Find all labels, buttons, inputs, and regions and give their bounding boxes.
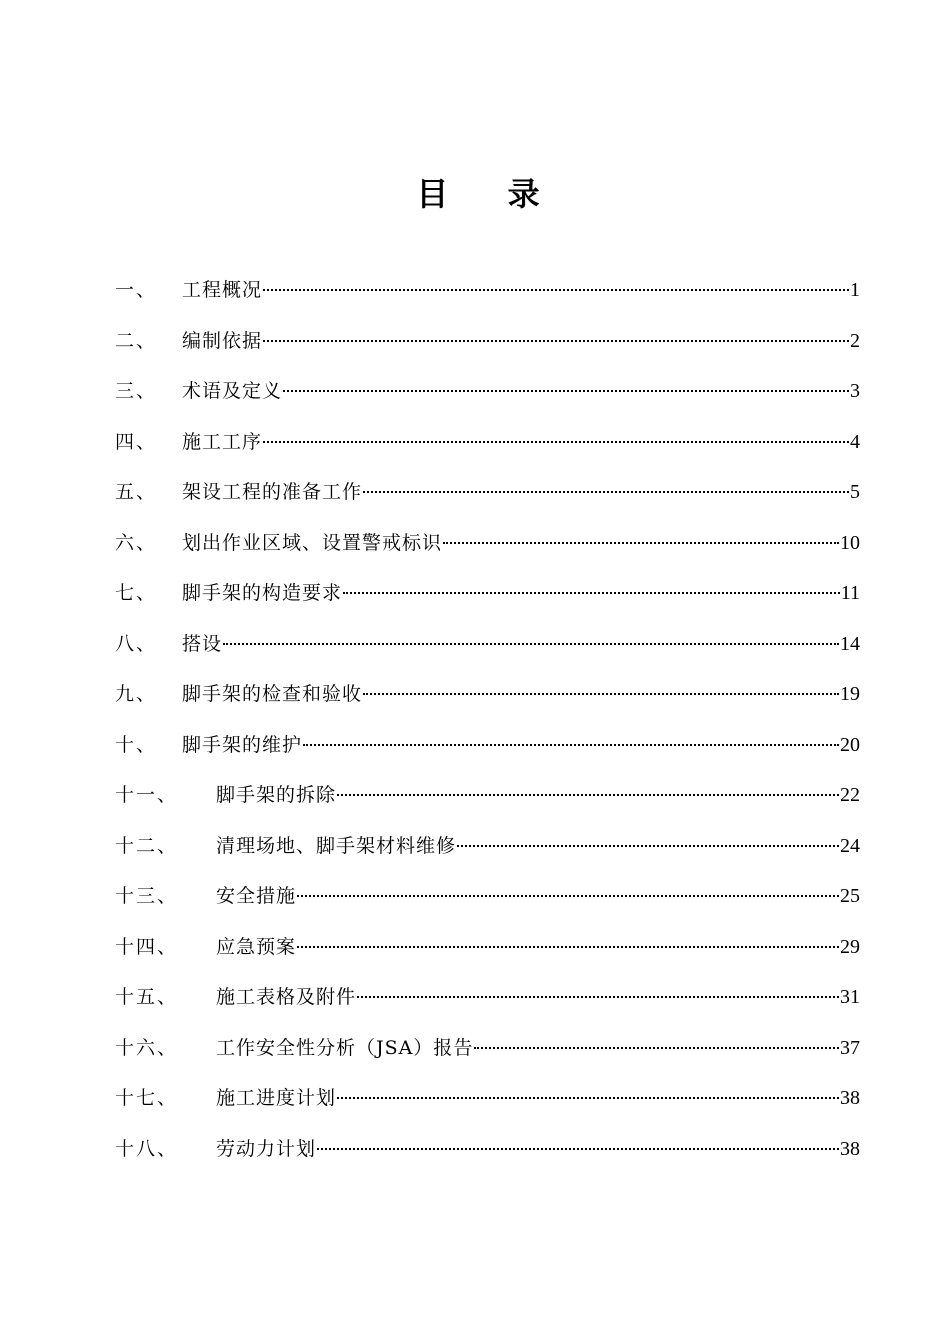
toc-entry-number: 一、 [115, 279, 158, 301]
toc-entry-number: 四、 [115, 430, 158, 453]
toc-dot-leader [363, 490, 849, 493]
toc-entry-title: 施工工序 [182, 430, 263, 453]
toc-entry[interactable] [115, 931, 860, 982]
toc-entry[interactable] [115, 426, 860, 477]
toc-entry-page: 3 [850, 380, 860, 402]
toc-entry-page: 31 [840, 986, 860, 1008]
toc-entry-title: 脚手架的拆除 [216, 784, 337, 806]
toc-entry-title: 安全措施 [216, 885, 297, 907]
toc-dot-leader [443, 541, 839, 544]
toc-entry-number: 六、 [115, 531, 158, 554]
toc-entry[interactable] [115, 325, 860, 376]
toc-entry[interactable] [115, 1133, 860, 1184]
toc-dot-leader [363, 692, 839, 695]
toc-entry-title: 搭设 [182, 632, 223, 655]
toc-entry-title: 编制依据 [182, 329, 263, 352]
toc-dot-leader [457, 844, 839, 847]
toc-entry[interactable] [115, 729, 860, 780]
toc-dot-leader [263, 288, 849, 291]
toc-entry-page: 11 [840, 582, 860, 604]
toc-entry[interactable] [115, 981, 860, 1032]
toc-entry-number: 十、 [115, 733, 158, 756]
toc-entry-page: 2 [850, 329, 860, 352]
toc-dot-leader [357, 995, 839, 998]
toc-entry-page: 19 [840, 683, 860, 705]
toc-list [115, 274, 860, 1183]
toc-dot-leader [263, 440, 849, 443]
toc-entry-title: 脚手架的维护 [182, 733, 303, 756]
toc-entry-number: 三、 [115, 380, 158, 402]
toc-entry[interactable] [115, 1082, 860, 1133]
toc-entry[interactable] [115, 527, 860, 578]
toc-entry-title: 术语及定义 [182, 380, 283, 402]
toc-entry[interactable] [115, 375, 860, 426]
toc-dot-leader [474, 1046, 839, 1049]
toc-entry-number: 十六、 [115, 1036, 179, 1059]
toc-entry-page: 29 [840, 935, 860, 958]
toc-entry[interactable] [115, 830, 860, 881]
toc-dot-leader [297, 945, 839, 948]
toc-entry-page: 25 [840, 885, 860, 907]
toc-entry-page: 38 [840, 1137, 860, 1160]
toc-entry-title: 架设工程的准备工作 [182, 481, 363, 503]
toc-dot-leader [297, 894, 839, 897]
toc-entry-number: 十三、 [115, 885, 179, 907]
toc-dot-leader [343, 591, 840, 594]
toc-entry-number: 九、 [115, 683, 158, 705]
toc-entry-page: 14 [840, 632, 860, 655]
toc-entry-title: 划出作业区域、设置警戒标识 [182, 531, 443, 554]
toc-title: 目 录 [416, 175, 564, 213]
toc-entry[interactable] [115, 880, 860, 931]
toc-entry-number: 十四、 [115, 935, 179, 958]
toc-dot-leader [283, 389, 849, 392]
toc-entry-number: 十一、 [115, 784, 179, 806]
toc-entry-page: 5 [850, 481, 860, 503]
toc-entry-number: 十八、 [115, 1137, 179, 1160]
toc-entry-number: 七、 [115, 582, 158, 604]
toc-entry-title: 施工进度计划 [216, 1087, 337, 1109]
toc-entry-page: 10 [840, 531, 860, 554]
toc-dot-leader [303, 743, 839, 746]
toc-entry[interactable] [115, 779, 860, 830]
toc-entry[interactable] [115, 678, 860, 729]
toc-entry-page: 38 [840, 1087, 860, 1109]
toc-dot-leader [337, 1096, 839, 1099]
toc-entry[interactable] [115, 1032, 860, 1083]
toc-entry-number: 十七、 [115, 1087, 179, 1109]
toc-entry-title: 工程概况 [182, 279, 263, 301]
toc-entry-title: 应急预案 [216, 935, 297, 958]
toc-dot-leader [223, 642, 839, 645]
toc-dot-leader [317, 1147, 839, 1150]
toc-entry-title: 工作安全性分析（JSA）报告 [216, 1036, 474, 1059]
toc-entry-number: 八、 [115, 632, 158, 655]
toc-entry-title: 脚手架的构造要求 [182, 582, 343, 604]
toc-entry[interactable] [115, 577, 860, 628]
toc-entry-number: 五、 [115, 481, 158, 503]
toc-entry-number: 十五、 [115, 986, 179, 1008]
toc-entry-page: 1 [850, 279, 860, 301]
toc-dot-leader [337, 793, 839, 796]
toc-entry-title: 清理场地、脚手架材料维修 [216, 834, 457, 857]
toc-entry-number: 二、 [115, 329, 158, 352]
toc-entry-title: 劳动力计划 [216, 1137, 317, 1160]
toc-entry-page: 20 [840, 733, 860, 756]
toc-entry-title: 脚手架的检查和验收 [182, 683, 363, 705]
toc-entry-number: 十二、 [115, 834, 179, 857]
toc-entry[interactable] [115, 476, 860, 527]
toc-entry-page: 4 [850, 430, 860, 453]
toc-entry-page: 22 [840, 784, 860, 806]
toc-entry-page: 37 [840, 1036, 860, 1059]
toc-entry[interactable] [115, 628, 860, 679]
toc-entry-title: 施工表格及附件 [216, 986, 357, 1008]
toc-dot-leader [263, 339, 849, 342]
toc-entry[interactable] [115, 274, 860, 325]
toc-entry-page: 24 [840, 834, 860, 857]
